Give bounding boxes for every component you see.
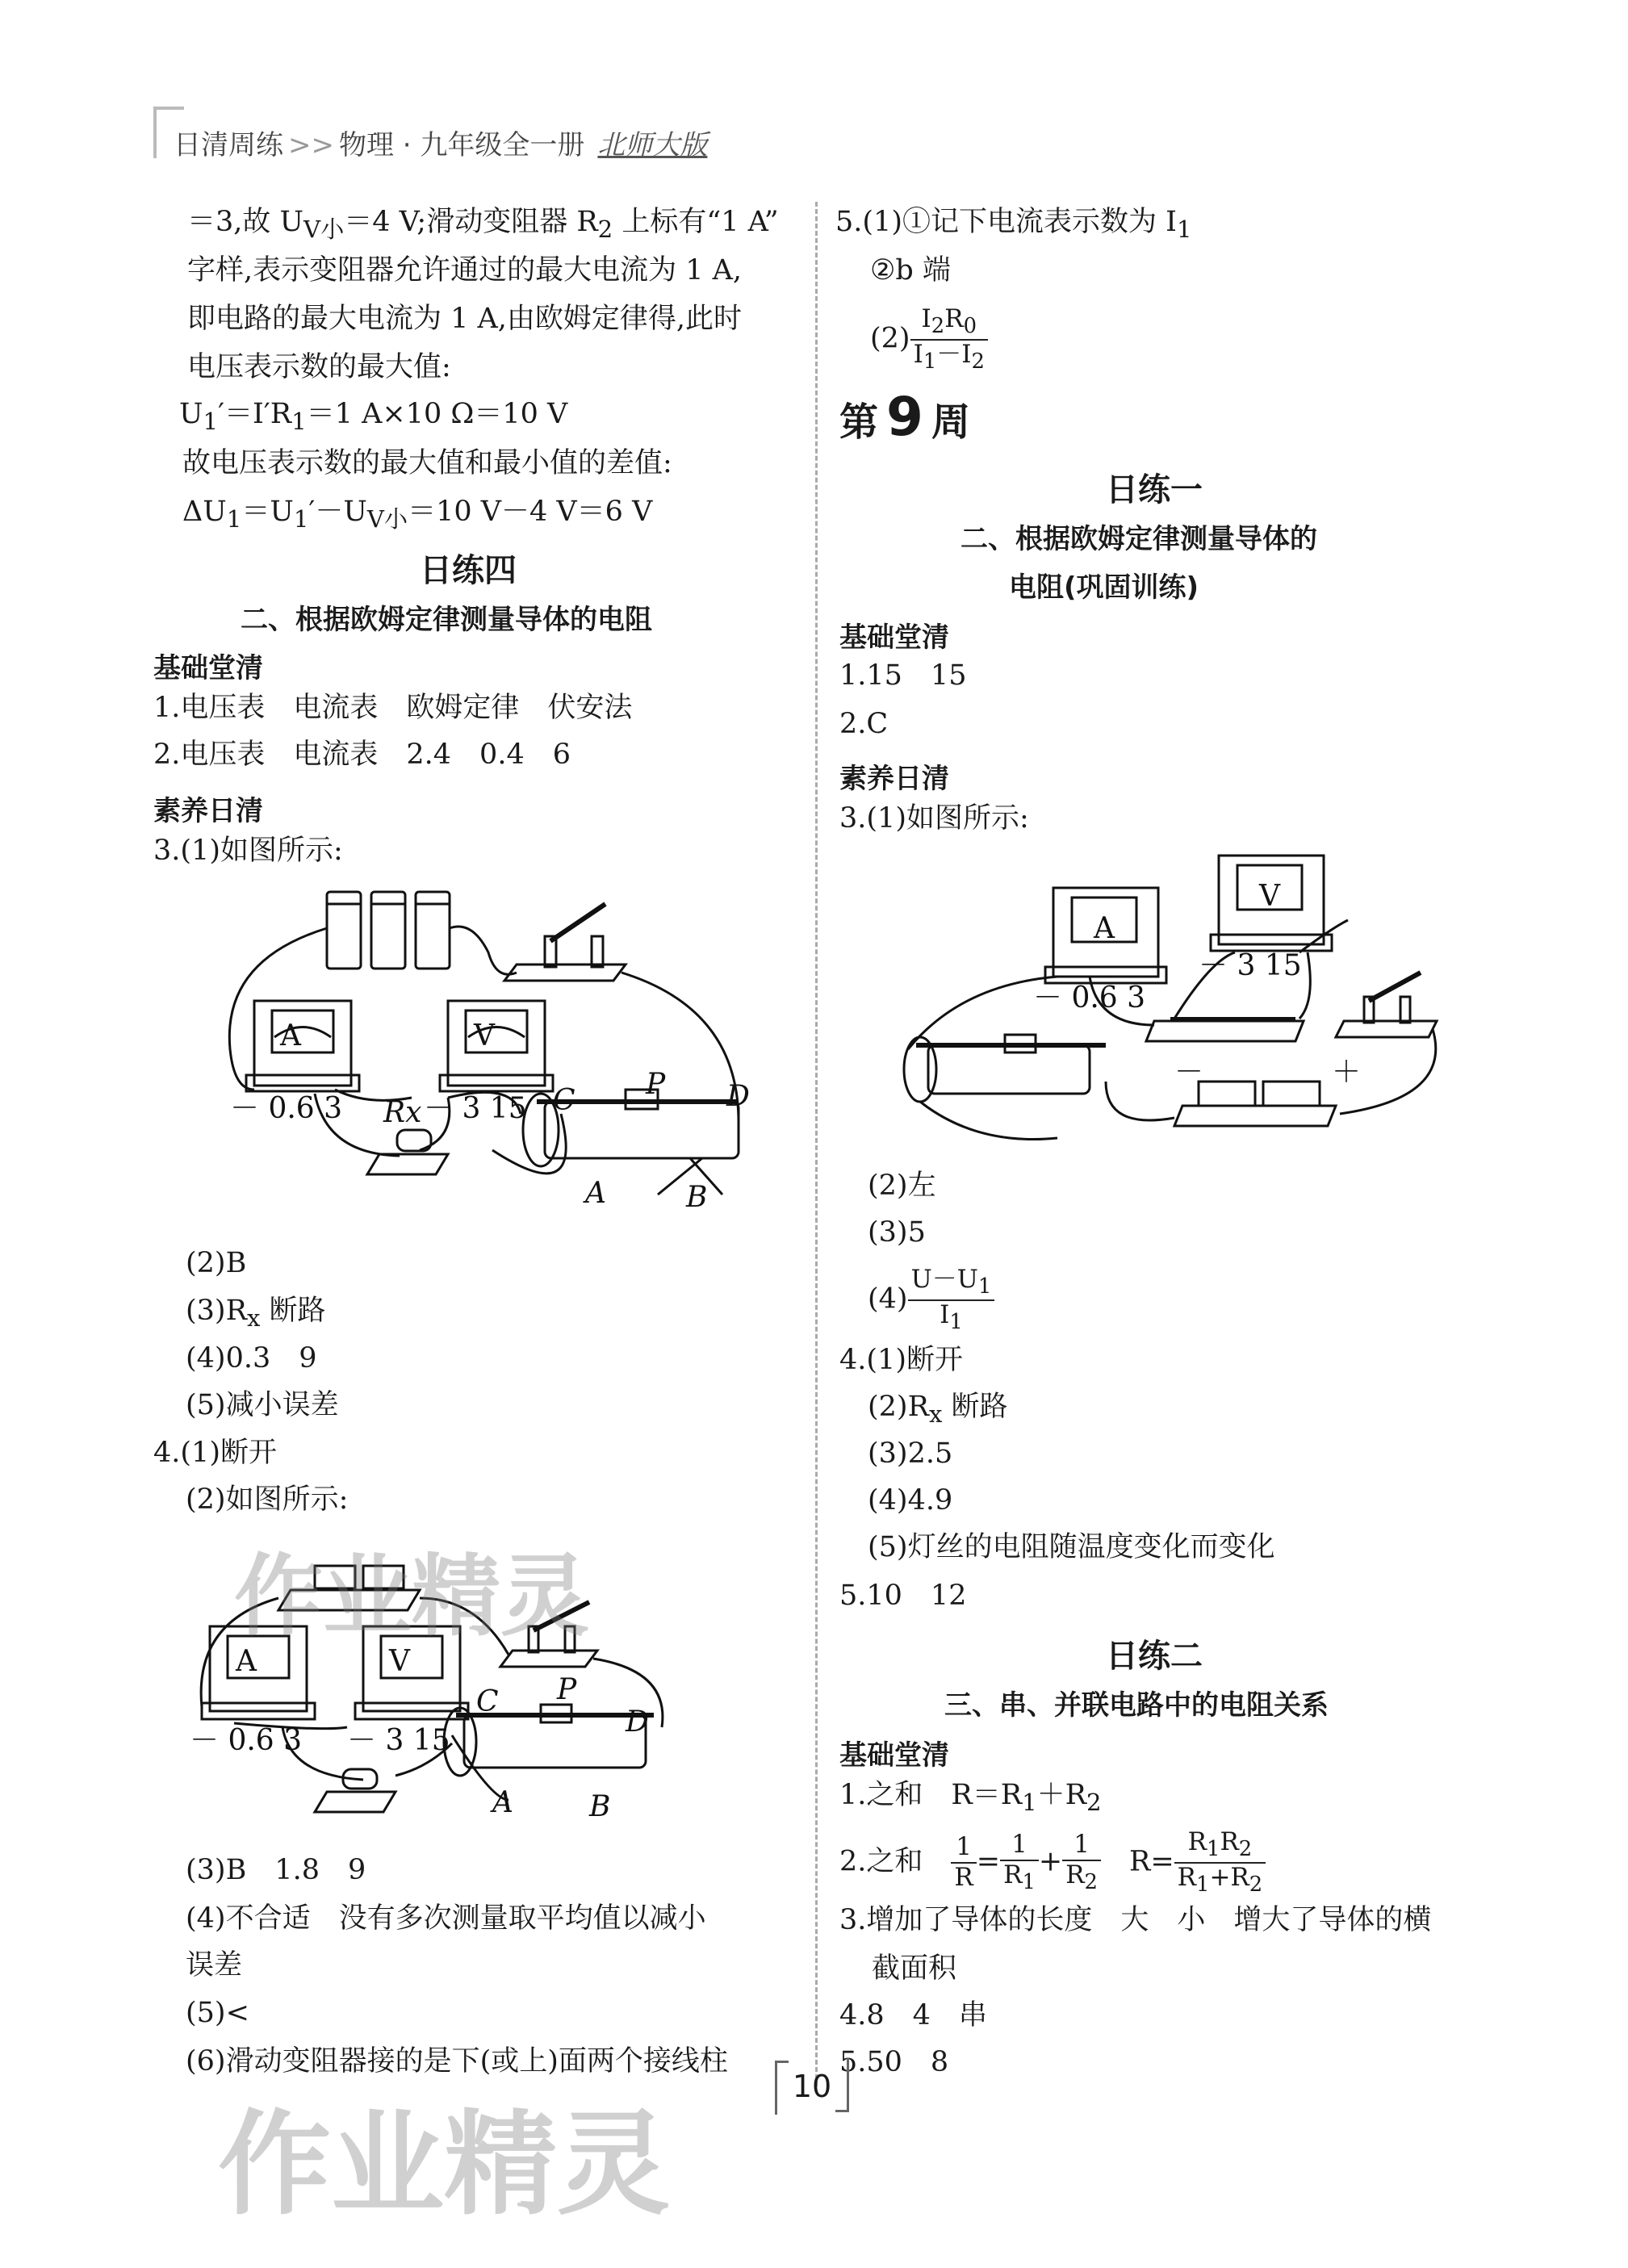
a3-4-prefix: (4) — [868, 1283, 908, 1316]
b2-frac-3: $\frac{1}{R_2}$ — [1062, 1831, 1101, 1895]
section-subtitle-day1-line1: 二、根据欧姆定律测量导体的 — [960, 523, 1317, 555]
terminal-p: P — [557, 1673, 577, 1706]
left-line-3: 即电路的最大电流为 1 A,由欧姆定律得,此时 — [187, 303, 743, 335]
basic-label-right: 基础堂清 — [839, 621, 949, 654]
right-a5: 5.10 12 — [839, 1580, 967, 1612]
terminal-c: C — [476, 1685, 499, 1718]
section-subtitle-day1-line2: 电阻(巩固训练) — [1009, 571, 1199, 604]
left-q3-1: 3.(1)如图所示: — [153, 835, 343, 867]
left-line-5: $U_1'=I'R_1=1$ A×10 Ω＝10 V — [179, 398, 568, 435]
ammeter-label: A — [280, 1019, 301, 1052]
voltmeter-terminals: － 3 15 — [424, 1092, 527, 1125]
page-number-text: 10 — [792, 2069, 832, 2104]
edition-name: 北师大版 — [597, 129, 708, 161]
switch-base — [504, 965, 626, 981]
q5-2-denominator: $I_1-I_2$ — [913, 339, 985, 375]
voltmeter-terminals: － 3 15 — [1199, 949, 1302, 982]
right-a4-1: 4.(1)断开 — [839, 1344, 963, 1376]
right-b1: 1.之和 $R=R_1+R_2$ — [839, 1779, 1102, 1816]
right-b4: 4.8 4 串 — [839, 1999, 987, 2032]
right-a4-2: $(2)R_x$ 断路 — [868, 1391, 1008, 1428]
rx-base — [315, 1792, 395, 1812]
section-title-day4: 日练四 — [420, 552, 517, 589]
week-number: 9 — [886, 386, 923, 448]
a3-4-fraction — [908, 1266, 995, 1335]
left-q1: 1.电压表 电流表 欧姆定律 伏安法 — [153, 692, 633, 724]
b2-frac-4: $\frac{R_1R_2}{R_1+R_2}$ — [1174, 1828, 1266, 1898]
week-suffix: 周 — [931, 400, 970, 445]
left-line-4: 电压表示数的最大值: — [187, 351, 451, 383]
ammeter-body — [254, 1001, 351, 1086]
left-q4-3: (3)B 1.8 9 — [186, 1854, 366, 1886]
section-subtitle-day2: 三、串、并联电路中的电阻关系 — [944, 1689, 1329, 1722]
q5-2-fraction — [910, 305, 988, 375]
series-name: 日清周练 — [174, 129, 283, 161]
terminal-a: A — [492, 1786, 513, 1819]
rx-label: Rx — [383, 1096, 422, 1129]
q5-2-numerator: $I_2R_0$ — [910, 305, 988, 341]
basic-label-right-2: 基础堂清 — [839, 1739, 949, 1772]
voltmeter-label: V — [389, 1645, 410, 1678]
left-q3-5: (5)减小误差 — [186, 1389, 339, 1421]
right-a3-4 — [868, 1266, 994, 1335]
watermark-mid: 作业精灵 — [234, 1545, 589, 1648]
b2-frac-1: $\frac{1}{R}$ — [951, 1833, 976, 1892]
left-q4-2: (2)如图所示: — [186, 1483, 349, 1516]
left-line-6: 故电压表示数的最大值和最小值的差值: — [182, 447, 672, 479]
week-heading — [839, 386, 970, 448]
right-a4-4: (4)4.9 — [868, 1484, 953, 1517]
right-a4-5: (5)灯丝的电阻随温度变化而变化 — [868, 1531, 1275, 1563]
terminal-b: B — [589, 1790, 611, 1823]
ammeter-terminals: － 0.6 3 — [1033, 981, 1146, 1015]
section-title-day2: 日练二 — [1106, 1638, 1203, 1675]
skill-label-right: 素养日清 — [839, 763, 949, 795]
right-a3-2: (2)左 — [868, 1170, 936, 1202]
left-line-7: $\Delta U_1=U_1'-U_{V小}=10$ V－4 V＝6 V — [182, 496, 653, 533]
q5-2-prefix: (2) — [870, 322, 910, 355]
ammeter-terminals: － 0.6 3 — [230, 1092, 343, 1125]
right-q5-2 — [870, 305, 988, 375]
left-q4-6: (6)滑动变阻器接的是下(或上)面两个接线柱 — [186, 2045, 728, 2078]
right-b3a: 3.增加了导体的长度 大 小 增大了导体的横 — [839, 1904, 1432, 1936]
ammeter-label: A — [236, 1645, 257, 1678]
left-line-2: 字样,表示变阻器允许通过的最大电流为 1 A, — [187, 254, 743, 287]
left-line-1: ＝3,故 $U_{V小}=4$ V;滑动变阻器 $R_2$ 上标有“1 A” — [187, 206, 779, 243]
voltmeter-body — [448, 1001, 545, 1086]
right-a4-3: (3)2.5 — [868, 1437, 953, 1470]
left-q4-1: 4.(1)断开 — [153, 1437, 277, 1469]
right-q5-1b: ②b 端 — [870, 254, 951, 287]
page-header — [174, 123, 707, 162]
right-a1: 1.15 15 — [839, 659, 967, 692]
terminal-d: D — [626, 1705, 649, 1739]
a3-4-numerator: $U-U_1$ — [908, 1266, 995, 1301]
right-a3-3: (3)5 — [868, 1216, 926, 1249]
subject-name: 物理 · 九年级全一册 — [338, 129, 585, 161]
left-q4-4a: (4)不合适 没有多次测量取平均值以减小 — [186, 1902, 706, 1935]
right-q5-1: 5.(1)①记下电流表示数为 $I_1$ — [835, 206, 1192, 243]
circuit-figure-1 — [206, 872, 763, 1227]
basic-label-left: 基础堂清 — [153, 652, 263, 684]
a3-4-denominator: $I_1$ — [940, 1299, 963, 1335]
terminal-b: B — [686, 1181, 708, 1214]
rx-base — [1146, 1021, 1304, 1041]
right-b5: 5.50 8 — [839, 2046, 949, 2078]
battery-minus: － — [1174, 1056, 1204, 1089]
terminal-p: P — [646, 1068, 666, 1101]
left-q4-4b: 误差 — [186, 1949, 243, 1981]
left-q2: 2.电压表 电流表 2.4 0.4 6 — [153, 739, 571, 771]
ammeter-label: A — [1094, 912, 1115, 945]
column-divider — [815, 202, 818, 2086]
terminal-d: D — [726, 1080, 750, 1113]
circuit-figure-3 — [896, 839, 1461, 1162]
voltmeter-terminals: － 3 15 — [347, 1724, 450, 1757]
terminal-a: A — [585, 1177, 606, 1210]
rx-base — [367, 1154, 448, 1174]
b2-frac-2: $\frac{1}{R_1}$ — [1000, 1831, 1039, 1895]
left-q3-3: $(3)R_x$ 断路 — [186, 1295, 326, 1332]
right-a2: 2.C — [839, 708, 889, 740]
left-q4-5: (5)< — [186, 1997, 249, 2029]
ammeter-terminals: － 0.6 3 — [190, 1724, 303, 1757]
week-prefix: 第 — [839, 400, 879, 445]
right-b2: 2.之和 $\frac{1}{R}$ = $\frac{1}{R_1}$ + $\frac{1}{R_2}$ R= $\frac{R_1R_2}{R_1+R_2}$ — [839, 1828, 1266, 1898]
battery-holder — [1174, 1106, 1336, 1126]
skill-label-left: 素养日清 — [153, 795, 263, 827]
section-title-day1: 日练一 — [1106, 471, 1203, 508]
terminal-c: C — [553, 1084, 575, 1117]
switch-base — [1336, 1021, 1437, 1037]
page-number — [775, 2061, 849, 2112]
watermark-bottom: 作业精灵 — [218, 2099, 671, 2231]
right-b3b: 截面积 — [872, 1952, 957, 1985]
voltmeter-label: V — [1259, 880, 1280, 913]
left-q3-4: (4)0.3 9 — [186, 1342, 317, 1375]
battery-plus: ＋ — [1332, 1056, 1362, 1089]
b2-prefix: 2.之和 — [839, 1845, 923, 1878]
right-a3-1: 3.(1)如图所示: — [839, 802, 1029, 835]
header-separator: >> — [288, 129, 334, 161]
section-subtitle-day4: 二、根据欧姆定律测量导体的电阻 — [241, 604, 652, 636]
switch-base — [500, 1651, 597, 1667]
voltmeter-label: V — [474, 1019, 495, 1052]
left-q3-2: (2)B — [186, 1247, 247, 1279]
